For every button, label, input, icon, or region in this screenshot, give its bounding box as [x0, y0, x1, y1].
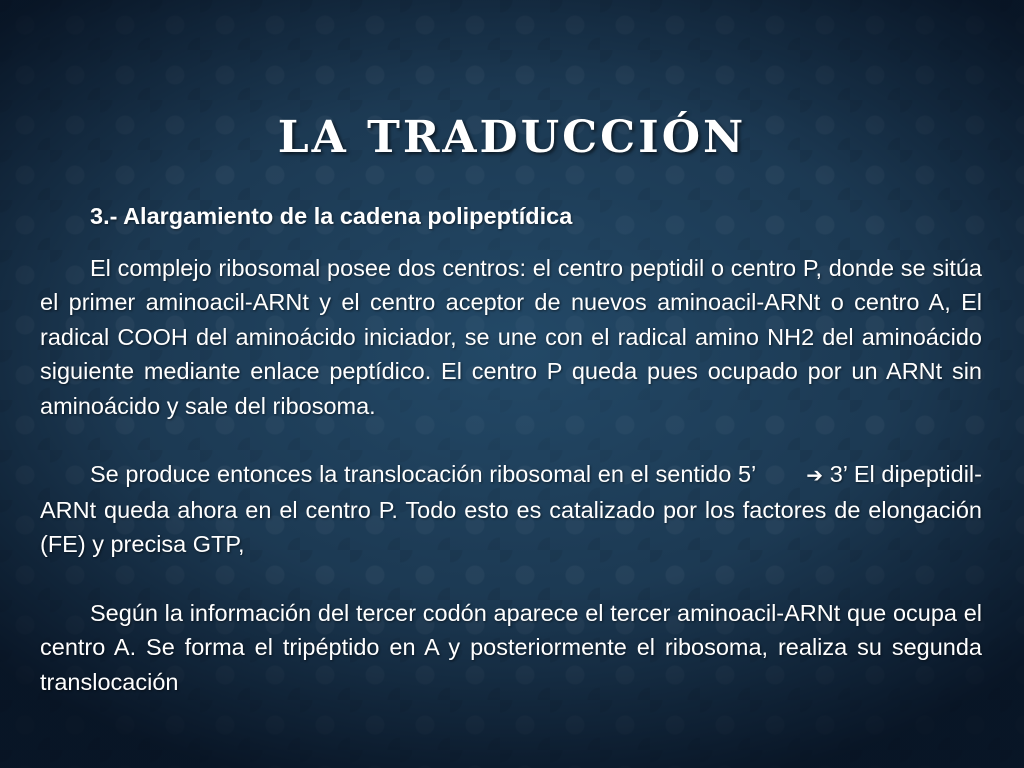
paragraph-ribosome-centers: El complejo ribosomal posee dos centros: el centro peptidil o centro P, donde se sitúa el primer aminoacil-ARNt y el centro aceptor de nuevos aminoacil-ARNt o centro A, El radical COOH del aminoácido iniciador, se une con el radical amino NH2 del aminoácido siguiente mediante enlace peptídico. El centro P queda pues ocupado por un ARNt sin aminoácido y sale del ribosoma.: [40, 254, 982, 419]
paragraph-translocation-end: 3’ El dipeptidil-ARNt queda ahora en el centro P. Todo esto es catalizado por los factores de elongación (FE) y precisa GTP,: [40, 461, 982, 557]
arrow-right-icon: ➔: [806, 463, 824, 487]
paragraph-translocation: [40, 457, 982, 562]
slide-title: LA TRADUCCIÓN: [277, 112, 747, 163]
paragraph-third-codon: Según la información del tercer codón aparece el tercer aminoacil-ARNt que ocupa el centro A. Se forma el tripéptido en A y posteriormente el ribosoma, realiza su segunda translocación: [40, 599, 982, 695]
paragraph-translocation-start: Se produce entonces la translocación ribosomal en el sentido 5’: [90, 461, 757, 487]
section-subtitle: 3.- Alargamiento de la cadena polipeptídica: [90, 203, 573, 229]
slide-content: [40, 199, 982, 699]
